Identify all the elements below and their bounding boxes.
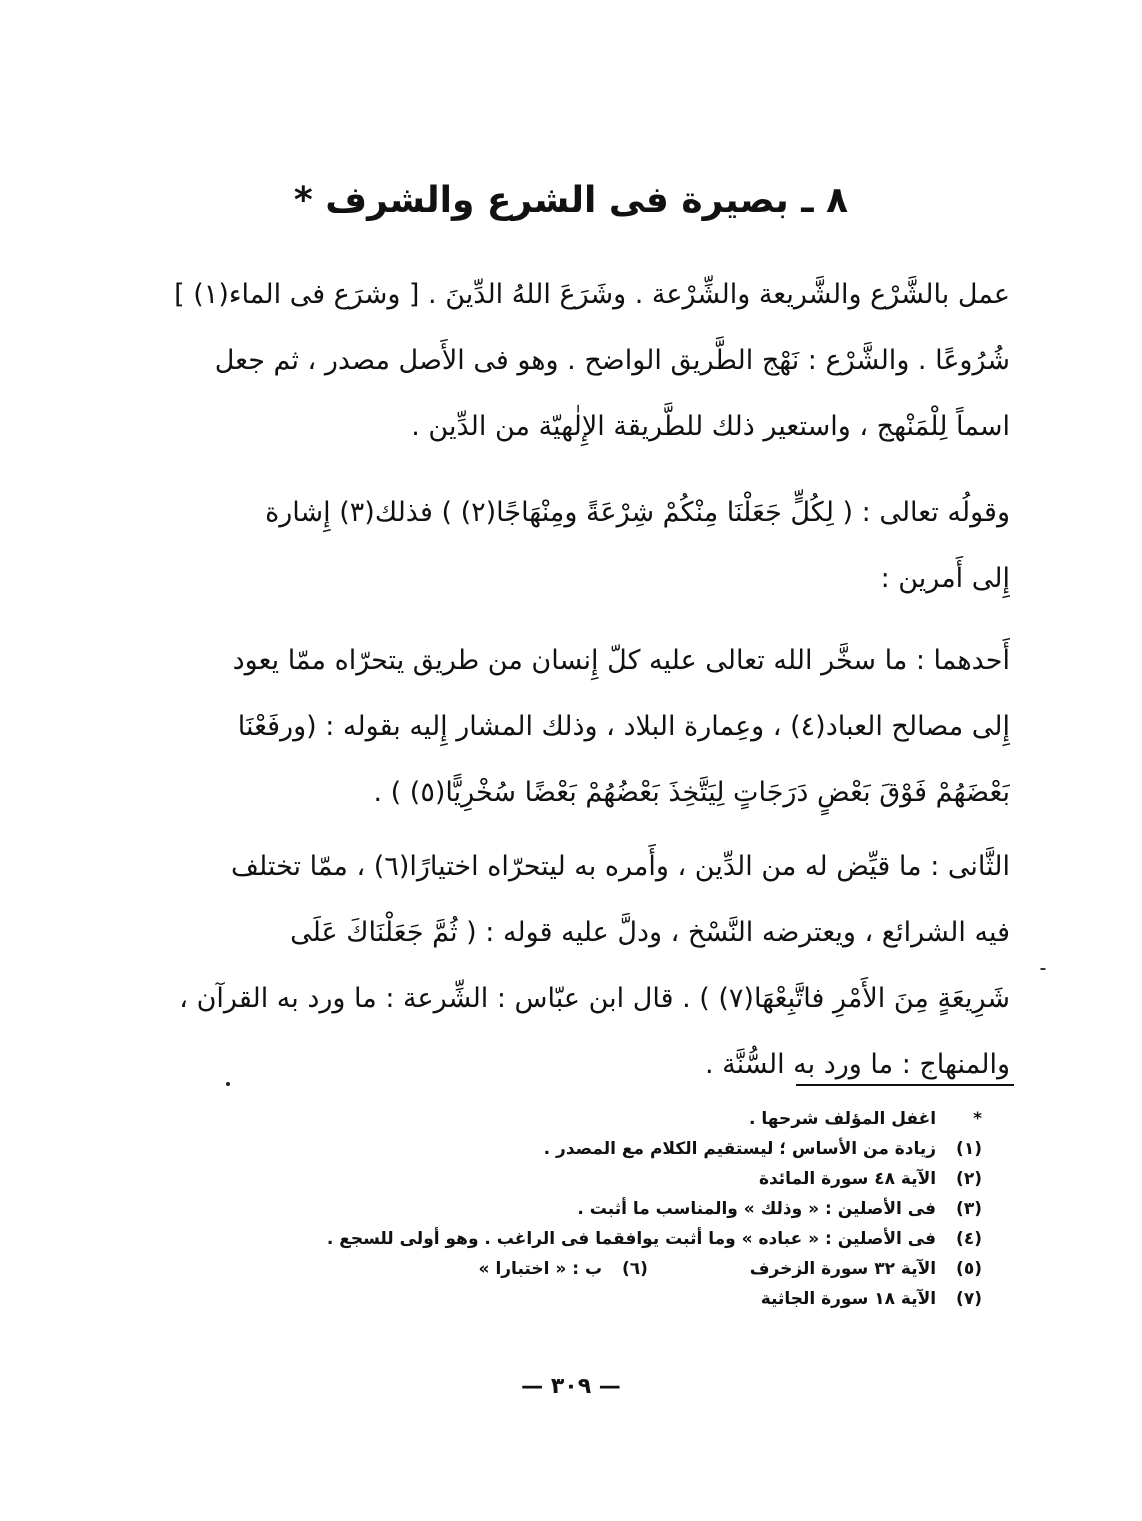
paragraph-2 [150,480,1010,612]
scan-speck [1040,968,1046,970]
text-line: إِلى مصالح العباد(٤) ، وعِمارة البلاد ، وذلك المشار إِليه بقوله : (ورفَعْنَا [237,711,1010,742]
footnote-marker: (٥) [956,1259,982,1279]
footnote-marker: (٤) [956,1229,982,1249]
section-title: ٨ ـ بصيرة فى الشرع والشرف * [293,180,849,221]
footnote-marker: (١) [956,1139,982,1159]
footnote-marker: (٢) [956,1169,982,1189]
text-line: عمل بالشَّرْع والشَّريعة والشِّرْعة . وشَرَعَ اللهُ الدِّينَ . [ وشرَع فى الماء(١) ] [174,279,1010,310]
footnote-text: زيادة من الأساس ؛ ليستقيم الكلام مع المصدر . [543,1139,937,1159]
paragraph-3 [150,628,1010,826]
footnote-marker: (٧) [956,1289,982,1309]
text-line: وقولُه تعالى : ( لِكُلٍّ جَعَلْنَا مِنْكُمْ شِرْعَةً ومِنْهَاجًا(٢) ) فذلك(٣) إِشارة [265,497,1010,528]
text-line: شُرُوعًا . والشَّرْع : نَهْج الطَّريق الواضح . وهو فى الأَصل مصدر ، ثم جعل [214,345,1010,376]
text-line: اسماً لِلْمَنْهج ، واستعير ذلك للطَّريقة الإِلٰهيّة من الدِّين . [411,411,1010,442]
footnote [152,1134,982,1164]
paragraph-1 [150,262,1010,460]
scan-speck [226,1082,230,1086]
paragraph-4 [150,834,1010,1098]
footnote-marker: (٦) [622,1259,648,1279]
page-number: — ٣٠٩ — [521,1374,621,1399]
text-line: والمنهاج : ما ورد به السُّنَّة . [704,1049,1010,1080]
text-line: بَعْضَهُمْ فَوْقَ بَعْضٍ دَرَجَاتٍ لِيَتَّخِذَ بَعْضُهُمْ بَعْضًا سُخْرِيًّا(٥) ) . [373,777,1010,808]
footnote-text: ب : « اختبارا » [478,1259,603,1279]
text-line: إِلى أَمرين : [880,563,1010,594]
footnote-text: اغفل المؤلف شرحها . [748,1109,937,1129]
text-line: أَحدهما : ما سخَّر الله تعالى عليه كلّ إِنسان من طريق يتحرّاه ممّا يعود [232,645,1010,676]
footnote-text: فى الأصلين : « عباده » وما أثبت يوافقما فى الراغب . وهو أولى للسجع . [326,1229,937,1249]
footnotes [152,1104,982,1314]
footnote [152,1284,982,1314]
footnote-text: الآية ٣٢ سورة الزخرف [749,1259,937,1279]
footnote [152,1194,982,1224]
footnote [152,1104,982,1134]
footnote [152,1224,982,1254]
text-line: الثَّانى : ما قيِّض له من الدِّين ، وأَمره به ليتحرّاه اختيارًا(٦) ، ممّا تختلف [231,851,1010,882]
footnote [152,1164,982,1194]
footnote-divider [796,1084,1014,1086]
text-line: شَرِيعَةٍ مِنَ الأَمْرِ فاتَّبِعْهَا(٧) ) . قال ابن عبّاس : الشِّرعة : ما ورد به القرآن ، [179,983,1010,1014]
footnote-text: الآية ١٨ سورة الجاثية [760,1289,937,1309]
footnote-marker: (٣) [956,1199,982,1219]
footnote-text: الآية ٤٨ سورة المائدة [758,1169,937,1189]
text-line: فيه الشرائع ، ويعترضه النَّسْخ ، ودلَّ عليه قوله : ( ثُمَّ جَعَلْنَاكَ عَلَى [290,917,1010,948]
footnote-marker: * [973,1109,982,1129]
footnote-text: فى الأصلين : « وذلك » والمناسب ما أثبت . [577,1199,937,1219]
footnote [152,1254,982,1284]
